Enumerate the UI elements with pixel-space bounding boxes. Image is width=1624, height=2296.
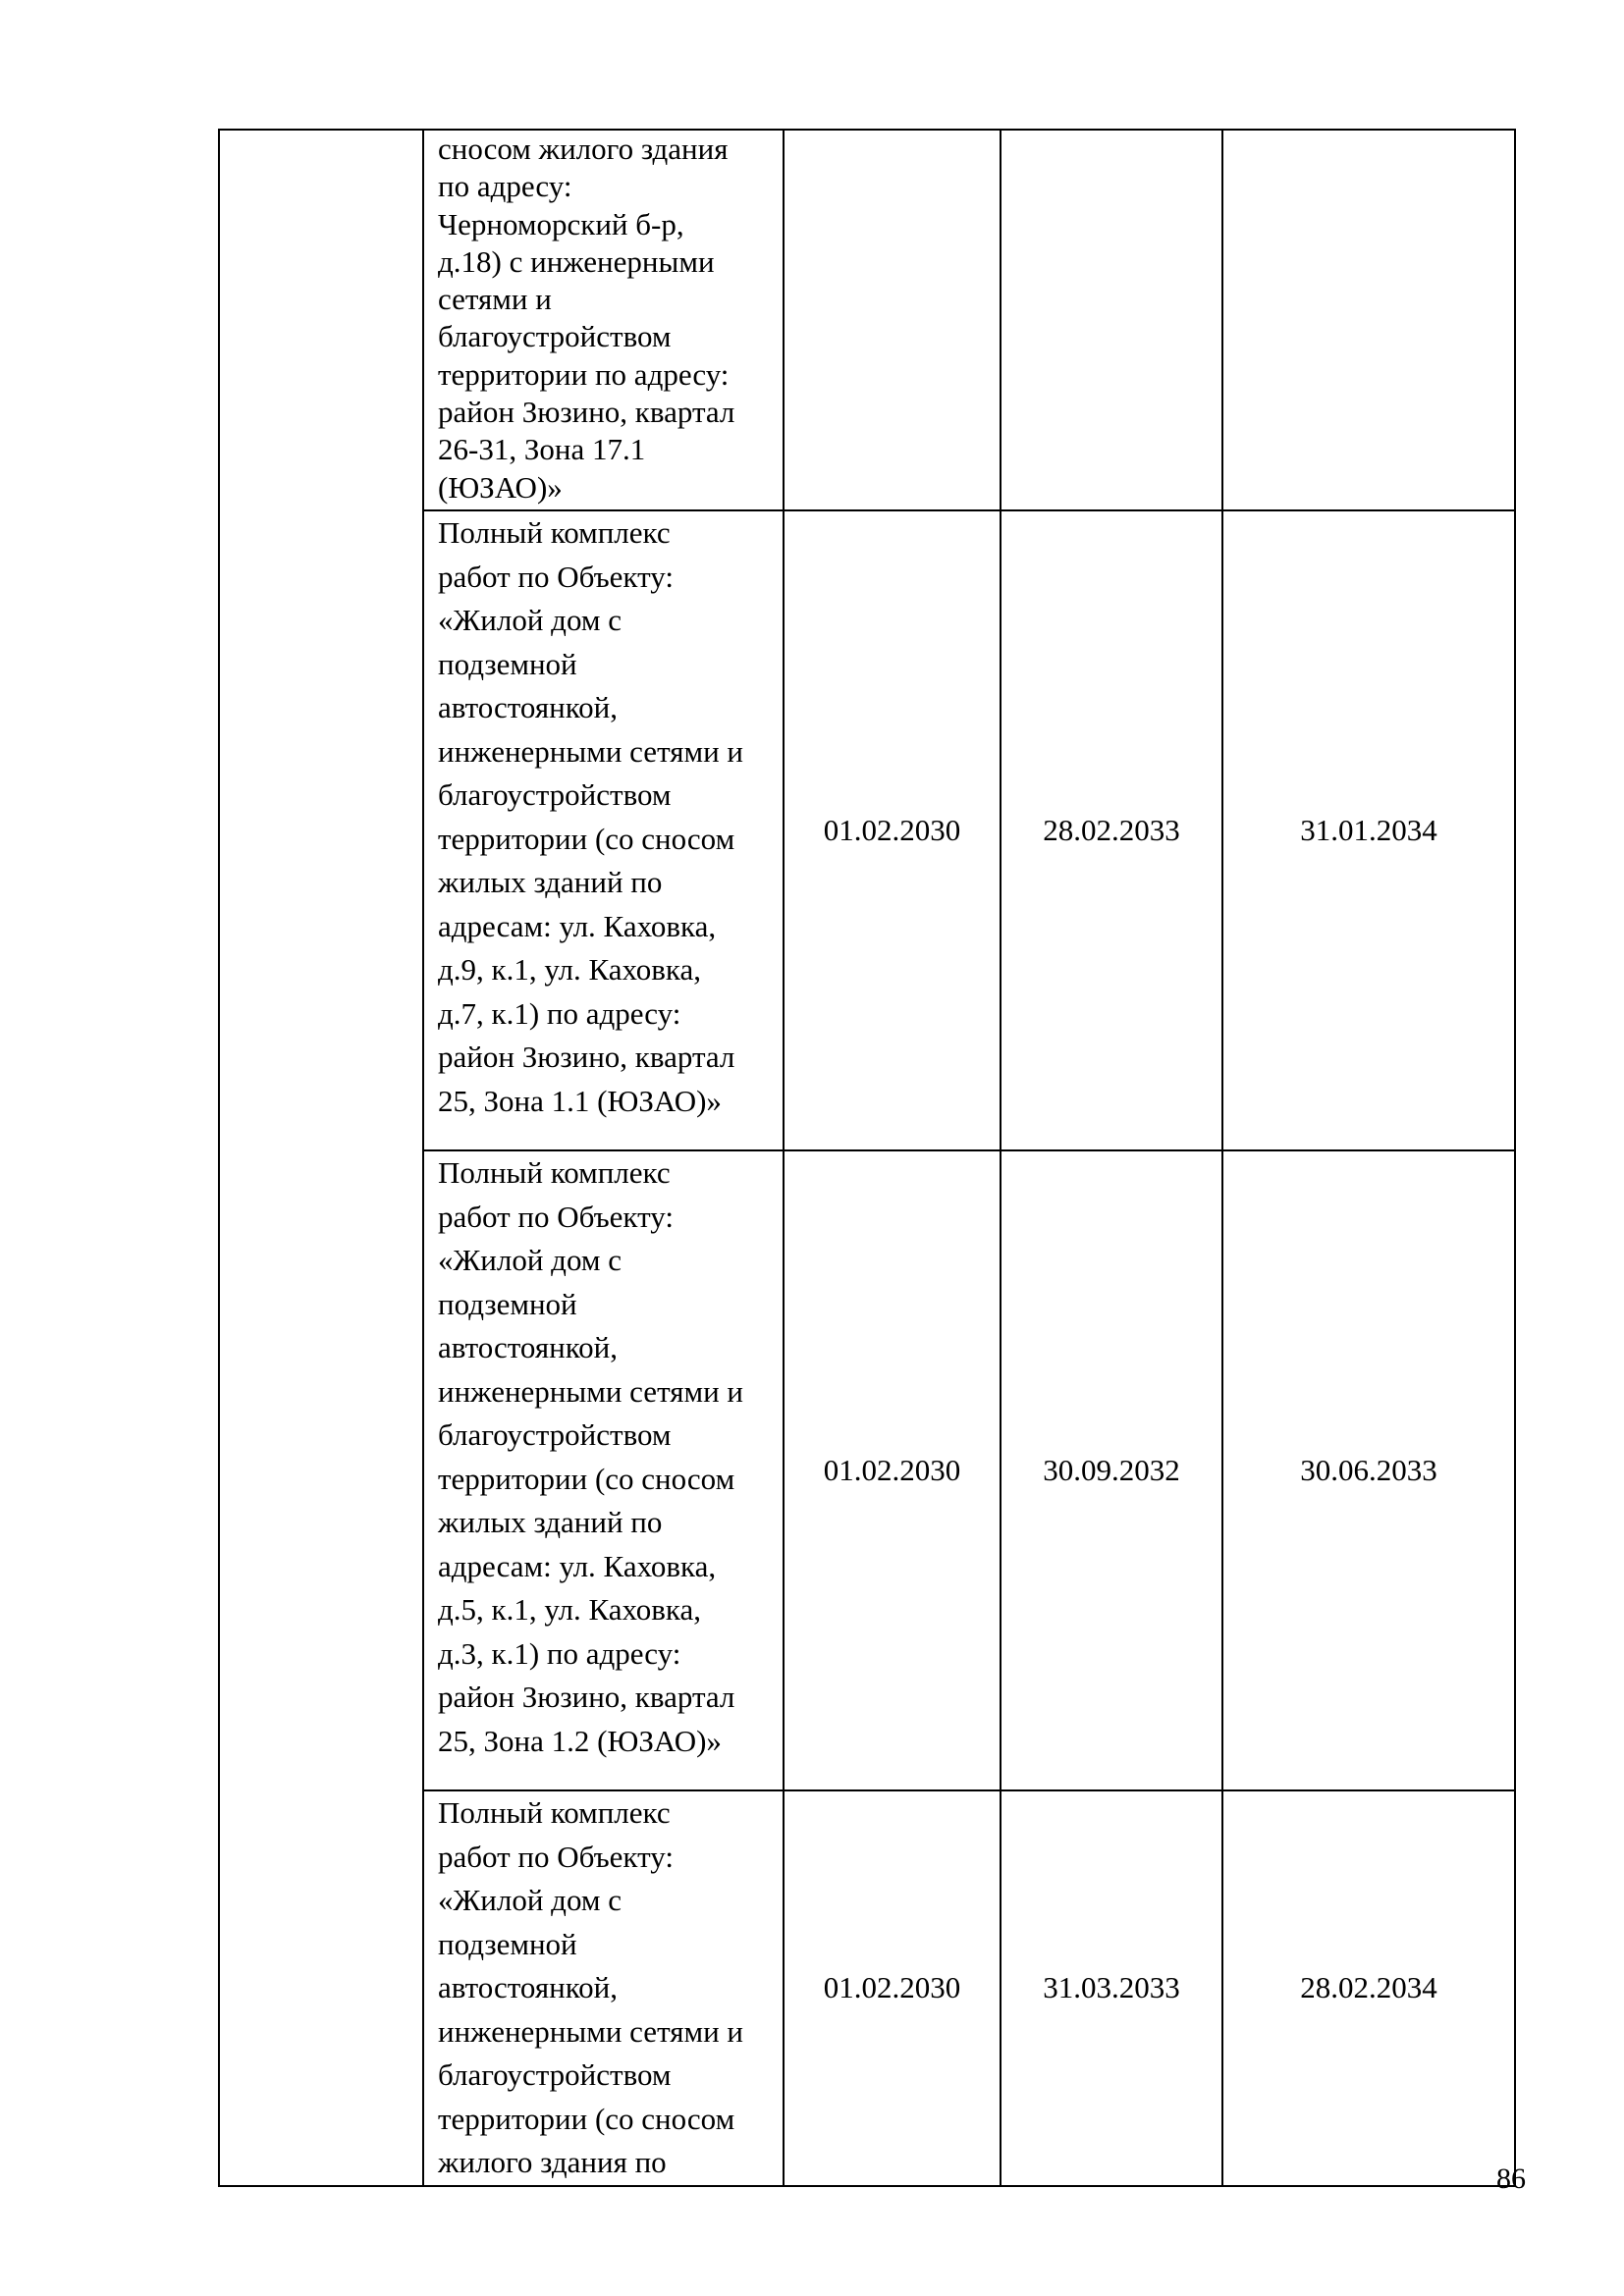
final-date-cell: 30.06.2033 — [1222, 1150, 1515, 1790]
final-date-cell — [1222, 130, 1515, 510]
table-row — [219, 130, 1515, 510]
completion-date-cell: 31.03.2033 — [1001, 1790, 1222, 2186]
completion-date-cell — [1001, 130, 1222, 510]
final-date-cell: 28.02.2034 — [1222, 1790, 1515, 2186]
object-description-cell: Полный комплекс работ по Объекту: «Жилой дом с подземной автостоянкой, инженерными сетями и благоустройством территории (со сносом жилых зданий по адресам: ул. Каховка, д.9, к.1, ул. Каховка, д.7, к.1) по адресу: район Зюзино, квартал 25, Зона 1.1 (ЮЗАО)» — [423, 510, 784, 1150]
start-date-cell: 01.02.2030 — [784, 1790, 1001, 2186]
start-date-cell — [784, 130, 1001, 510]
completion-date-cell: 30.09.2032 — [1001, 1150, 1222, 1790]
page-number: 86 — [1496, 2163, 1526, 2195]
completion-date-cell: 28.02.2033 — [1001, 510, 1222, 1150]
object-description-cell: сносом жилого здания по адресу: Черноморский б-р, д.18) с инженерными сетями и благоустройством территории по адресу: район Зюзино, квартал 26-31, Зона 17.1 (ЮЗАО)» — [423, 130, 784, 510]
object-description-cell: Полный комплекс работ по Объекту: «Жилой дом с подземной автостоянкой, инженерными сетями и благоустройством территории (со сносом жилых зданий по адресам: ул. Каховка, д.5, к.1, ул. Каховка, д.3, к.1) по адресу: район Зюзино, квартал 25, Зона 1.2 (ЮЗАО)» — [423, 1150, 784, 1790]
final-date-cell: 31.01.2034 — [1222, 510, 1515, 1150]
empty-first-column-cell — [219, 130, 423, 2186]
start-date-cell: 01.02.2030 — [784, 510, 1001, 1150]
object-description-cell: Полный комплекс работ по Объекту: «Жилой дом с подземной автостоянкой, инженерными сетями и благоустройством территории (со сносом жилого здания по — [423, 1790, 784, 2186]
start-date-cell: 01.02.2030 — [784, 1150, 1001, 1790]
schedule-table — [218, 129, 1516, 2187]
